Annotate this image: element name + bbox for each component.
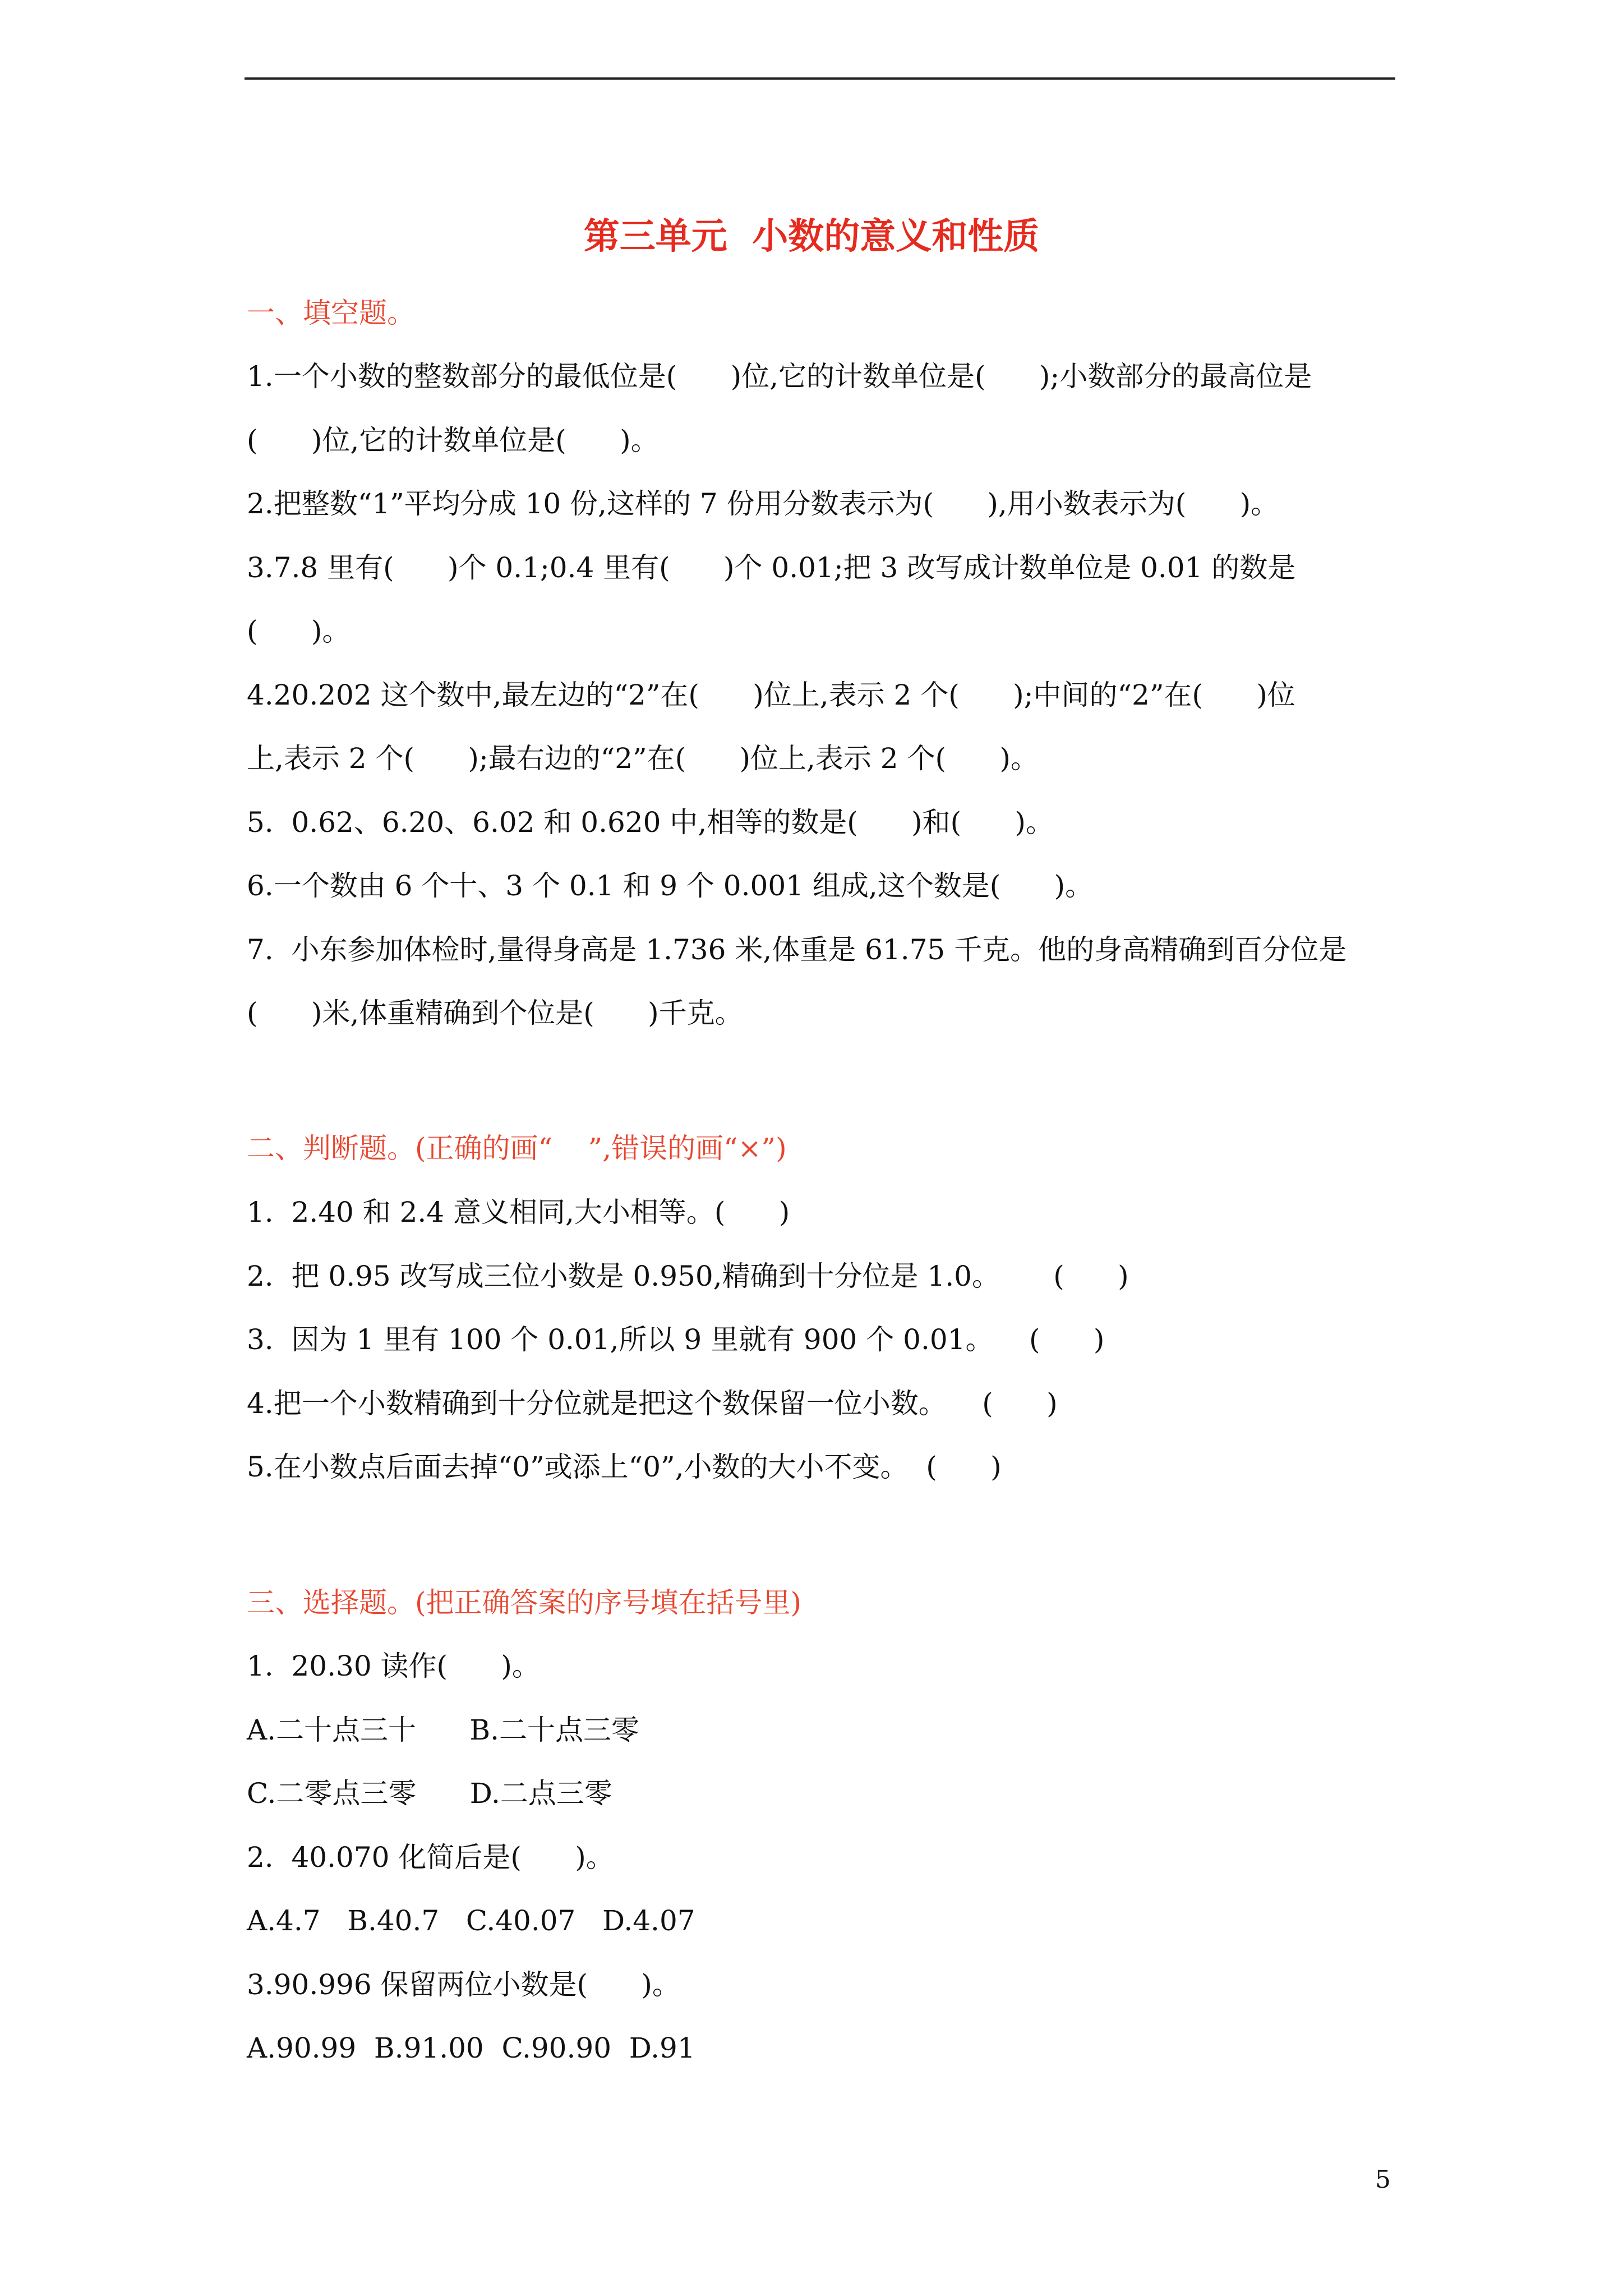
section-heading-multiple-choice: 三、选择题。(把正确答案的序号填在括号里) [247,1586,802,1619]
choice-line: C.二零点三零 D.二点三零 [247,1777,612,1810]
choice-line: A.90.99 B.91.00 C.90.90 D.91 [247,2032,695,2064]
question-line: 5. 0.62、6.20、6.02 和 0.620 中,相等的数是( )和( )。 [247,806,1054,839]
question-line: 2. 40.070 化简后是( )。 [247,1841,614,1874]
question-line: 1. 2.40 和 2.4 意义相同,大小相等。( ) [247,1196,790,1228]
question-line: 2.把整数“1”平均分成 10 份,这样的 7 份用分数表示为( ),用小数表示为( )。 [247,487,1279,520]
section-heading-fill-in: 一、填空题。 [247,297,415,329]
section-heading-true-false: 二、判断题。(正确的画“ ”,错误的画“×”) [247,1132,787,1165]
question-line: 7. 小东参加体检时,量得身高是 1.736 米,体重是 61.75 千克。他的身高精确到百分位是 [247,933,1347,966]
question-line: ( )位,它的计数单位是( )。 [247,424,659,457]
question-line: ( )米,体重精确到个位是( )千克。 [247,997,743,1029]
header-rule [245,77,1395,80]
question-line: 1.一个小数的整数部分的最低位是( )位,它的计数单位是( );小数部分的最高位是 [247,360,1312,393]
question-line: 5.在小数点后面去掉“0”或添上“0”,小数的大小不变。 ( ) [247,1451,1002,1483]
page-number: 5 [1375,2165,1391,2194]
question-line: 3.7.8 里有( )个 0.1;0.4 里有( )个 0.01;把 3 改写成计数单位是 0.01 的数是 [247,551,1296,584]
question-line: 4.把一个小数精确到十分位就是把这个数保留一位小数。 ( ) [247,1387,1058,1420]
question-line: ( )。 [247,615,351,647]
question-line: 1. 20.30 读作( )。 [247,1650,540,1682]
question-line: 上,表示 2 个( );最右边的“2”在( )位上,表示 2 个( )。 [247,742,1039,775]
question-line: 6.一个数由 6 个十、3 个 0.1 和 9 个 0.001 组成,这个数是( )。 [247,869,1094,902]
choice-line: A.二十点三十 B.二十点三零 [247,1714,639,1746]
question-line: 4.20.202 这个数中,最左边的“2”在( )位上,表示 2 个( );中间的“2”在( )位 [247,679,1295,711]
question-line: 2. 把 0.95 改写成三位小数是 0.950,精确到十分位是 1.0。 ( ) [247,1260,1129,1292]
question-line: 3.90.996 保留两位小数是( )。 [247,1968,680,2001]
question-line: 3. 因为 1 里有 100 个 0.01,所以 9 里就有 900 个 0.01。 ( ) [247,1323,1105,1356]
page-title: 第三单元 小数的意义和性质 [583,215,1040,257]
choice-line: A.4.7 B.40.7 C.40.07 D.4.07 [247,1904,695,1937]
